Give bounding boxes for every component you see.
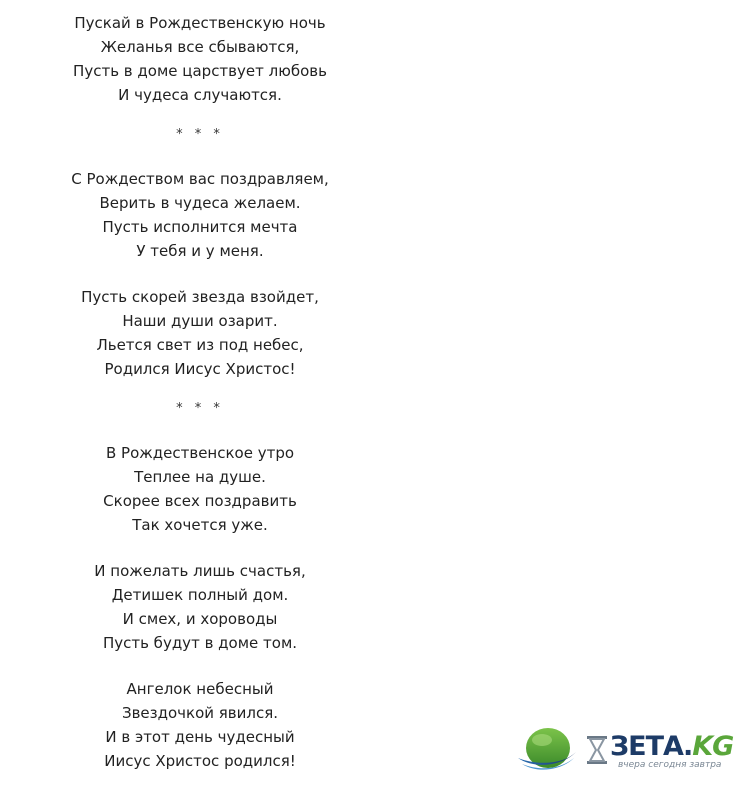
hourglass-icon — [586, 736, 608, 764]
poem-line: Так хочется уже. — [132, 516, 268, 534]
logo-wordmark — [610, 732, 733, 762]
poem-line: Наши души озарит. — [122, 312, 278, 330]
globe-icon — [516, 724, 578, 776]
poem-line: В Рождественское утро — [105, 444, 295, 462]
poem-line: И чудеса случаются. — [118, 86, 282, 104]
poem-line: Иисус Христос родился! — [104, 752, 296, 770]
poem-line: И пожелать лишь счастья, — [94, 562, 306, 580]
site-logo-watermark — [516, 722, 732, 778]
poem-line: Пусть в доме царствует любовь — [73, 62, 327, 80]
poem-line: Скорее всех поздравить — [103, 492, 297, 510]
poem-line: Льется свет из под небес, — [96, 336, 304, 354]
poem-line: Пускай в Рождественскую ночь — [74, 14, 326, 32]
stanza-3 — [0, 285, 400, 381]
poem-line: Ангелок небесный — [126, 680, 274, 698]
stanza-1 — [0, 11, 400, 107]
stanza-separator: * * * — [176, 127, 224, 142]
poem-line: И в этот день чудесный — [105, 728, 295, 746]
poem — [0, 11, 400, 795]
logo-name-main: ЗЕТА. — [610, 731, 693, 762]
poem-line: Пусть скорей звезда взойдет, — [81, 288, 319, 306]
stanza-4 — [0, 441, 400, 537]
logo-tagline: вчера сегодня завтра — [618, 760, 722, 770]
poem-line: Верить в чудеса желаем. — [99, 194, 301, 212]
poem-line: И смех, и хороводы — [122, 610, 278, 628]
poem-line: Звездочкой явился. — [121, 704, 279, 722]
poem-line: У тебя и у меня. — [136, 242, 264, 260]
logo-name-suffix: KG — [692, 731, 734, 762]
stanza-6 — [0, 677, 400, 773]
poem-line: С Рождеством вас поздравляем, — [71, 170, 329, 188]
poem-line: Теплее на душе. — [134, 468, 266, 486]
stanza-5 — [0, 559, 400, 655]
poem-line: Пусть исполнится мечта — [102, 218, 298, 236]
stanza-2 — [0, 167, 400, 263]
poem-line: Родился Иисус Христос! — [104, 360, 296, 378]
stanza-separator: * * * — [176, 401, 224, 416]
poem-line: Желанья все сбываются, — [100, 38, 300, 56]
poem-line: Пусть будут в доме том. — [102, 634, 298, 652]
poem-line: Детишек полный дом. — [111, 586, 289, 604]
